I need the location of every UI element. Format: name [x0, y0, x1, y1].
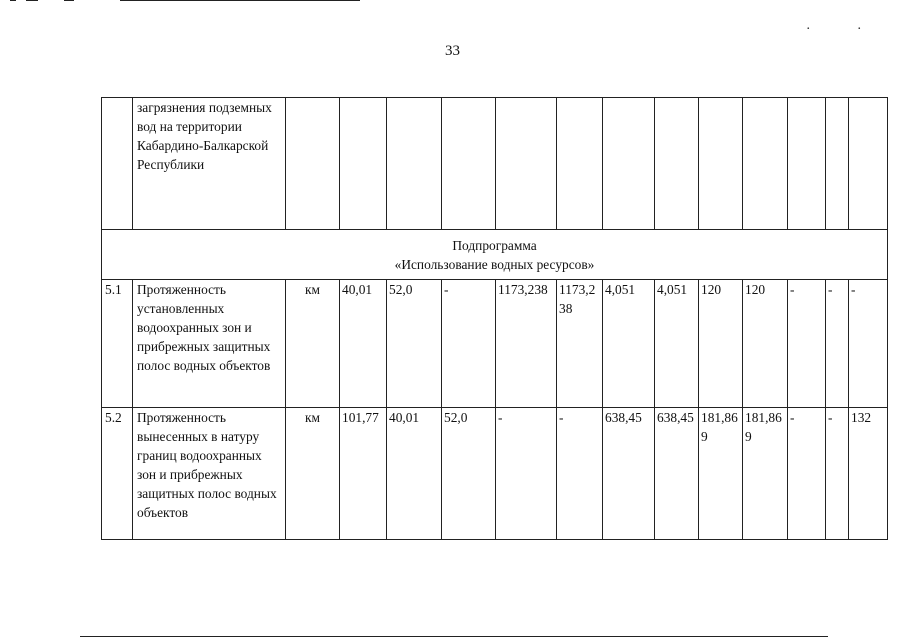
value-cell: -	[788, 408, 826, 540]
subprogram-label: Подпрограмма	[452, 237, 537, 253]
value-cell	[603, 98, 655, 230]
row-number-cell: 5.2	[102, 408, 133, 540]
value-cell: -	[826, 408, 849, 540]
value-cell: -	[442, 280, 496, 408]
value-cell	[826, 98, 849, 230]
value-cell: 40,01	[340, 280, 387, 408]
value-cell: 52,0	[387, 280, 442, 408]
value-cell: 1173,238	[557, 280, 603, 408]
indicator-name-cell: Протяженность установленных водоохранных зон и прибрежных защитных полос водных объектов	[133, 280, 286, 408]
value-cell: -	[849, 280, 888, 408]
indicators-table	[101, 97, 888, 540]
subprogram-heading	[102, 230, 888, 280]
value-cell: 4,051	[603, 280, 655, 408]
table-row	[102, 98, 888, 230]
value-cell	[442, 98, 496, 230]
value-cell	[655, 98, 699, 230]
value-cell: 638,45	[655, 408, 699, 540]
subprogram-title: «Использование водных ресурсов»	[394, 256, 595, 272]
subprogram-row	[102, 230, 888, 280]
value-cell: 120	[743, 280, 788, 408]
value-cell	[743, 98, 788, 230]
value-cell	[557, 98, 603, 230]
unit-cell: км	[286, 280, 340, 408]
value-cell: 52,0	[442, 408, 496, 540]
value-cell	[849, 98, 888, 230]
value-cell: 101,77	[340, 408, 387, 540]
page-number: 33	[445, 43, 460, 59]
row-number-cell: 5.1	[102, 280, 133, 408]
value-cell: 638,45	[603, 408, 655, 540]
unit-cell: км	[286, 408, 340, 540]
table-row	[102, 280, 888, 408]
page-bottom-rule	[80, 636, 828, 637]
value-cell: 181,869	[743, 408, 788, 540]
unit-cell	[286, 98, 340, 230]
row-number-cell	[102, 98, 133, 230]
value-cell: -	[826, 280, 849, 408]
value-cell: 181,869	[699, 408, 743, 540]
table-row	[102, 408, 888, 540]
value-cell: 4,051	[655, 280, 699, 408]
value-cell	[699, 98, 743, 230]
value-cell: 40,01	[387, 408, 442, 540]
value-cell	[340, 98, 387, 230]
value-cell: 1173,238	[496, 280, 557, 408]
value-cell	[387, 98, 442, 230]
value-cell: -	[557, 408, 603, 540]
indicator-name-cell: Протяженность вынесенных в натуру границ водоохранных зон и прибрежных защитных полос водных объектов	[133, 408, 286, 540]
scan-artifact-top	[0, 0, 400, 8]
indicator-name-cell: загрязнения подземных вод на территории Кабардино-Балкарской Республики	[133, 98, 286, 230]
value-cell	[788, 98, 826, 230]
value-cell	[496, 98, 557, 230]
value-cell: 120	[699, 280, 743, 408]
corner-marks: . .	[806, 18, 883, 33]
value-cell: -	[788, 280, 826, 408]
value-cell: 132	[849, 408, 888, 540]
value-cell: -	[496, 408, 557, 540]
